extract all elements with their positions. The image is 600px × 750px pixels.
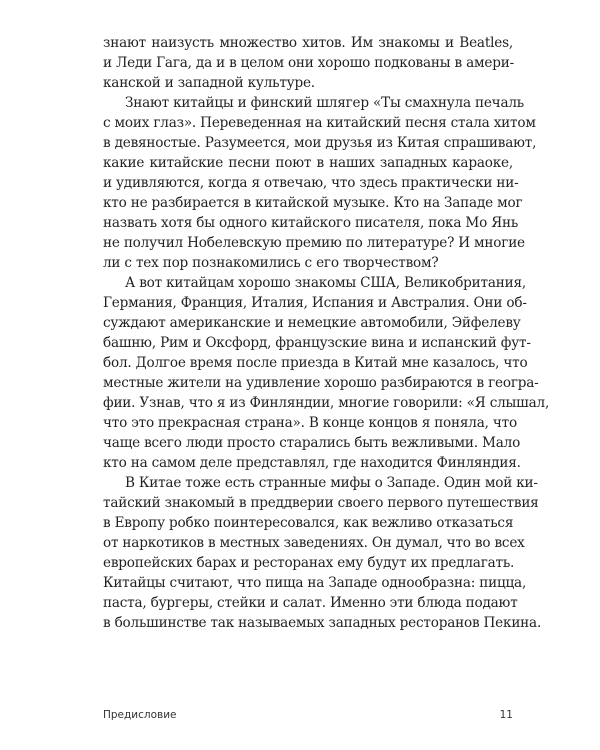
text-line: паста, бургеры, стейки и салат. Именно эти блюда подают xyxy=(103,595,518,611)
text-line: и удивляются, когда я отвечаю, что здесь практически ни- xyxy=(103,175,519,191)
page-footer xyxy=(103,709,513,721)
text-line: в большинстве так называемых западных ресторанов Пекина. xyxy=(103,615,542,631)
text-line: от наркотиков в местных заведениях. Он думал, что во всех xyxy=(103,535,525,551)
paragraph xyxy=(103,33,513,93)
running-section-title: Предисловие xyxy=(103,709,177,721)
text-line: Германия, Франция, Италия, Испания и Австралия. Они об- xyxy=(103,295,527,311)
text-line: фии. Узнав, что я из Финляндии, многие говорили: «Я слышал, xyxy=(103,395,550,411)
text-line: канской и западной культуре. xyxy=(103,75,315,91)
text-line: в девяностые. Разумеется, мои друзья из Китая спрашивают, xyxy=(103,135,537,151)
text-line: Знают китайцы и финский шлягер «Ты смахнула печаль xyxy=(125,95,525,111)
text-line: с моих глаз». Переведенная на китайский песня стала хитом xyxy=(103,115,536,131)
page-number: 11 xyxy=(499,709,513,721)
text-line: европейских барах и ресторанах ему будут их предлагать. xyxy=(103,555,515,571)
text-line: Китайцы считают, что пища на Западе однообразна: пицца, xyxy=(103,575,527,591)
text-line: кто на самом деле представлял, где находится Финляндия. xyxy=(103,455,521,471)
paragraph xyxy=(103,473,542,633)
text-line: А вот китайцам хорошо знакомы США, Великобритания, xyxy=(125,275,526,291)
text-line: не получил Нобелевскую премию по литературе? И многие xyxy=(103,235,525,251)
paragraph xyxy=(103,273,550,473)
text-line: чаще всего люди просто старались быть вежливыми. Мало xyxy=(103,435,521,451)
text-line: ли с тех пор познакомились с его творчеством? xyxy=(103,255,439,271)
text-line: суждают американские и немецкие автомобили, Эйфелеву xyxy=(103,315,521,331)
body-text xyxy=(103,33,550,633)
text-line: в Европу робко поинтересовался, как вежливо отказаться xyxy=(103,515,514,531)
text-line: знают наизусть множество хитов. Им знакомы и Beatles, xyxy=(103,35,513,51)
text-line: башню, Рим и Оксфорд, французские вина и испанский фут- xyxy=(103,335,531,351)
paragraph xyxy=(103,93,537,273)
text-line: тайский знакомый в преддверии своего первого путешествия xyxy=(103,495,539,511)
text-line: какие китайские песни поют в наших западных караоке, xyxy=(103,155,513,171)
text-line: назвать хотя бы одного китайского писателя, пока Мо Янь xyxy=(103,215,519,231)
text-line: кто не разбирается в китайской музыке. Кто на Западе мог xyxy=(103,195,523,211)
text-line: местные жители на удивление хорошо разбираются в геогра- xyxy=(103,375,539,391)
text-line: что это прекрасная страна». В конце концов я поняла, что xyxy=(103,415,517,431)
text-line: бол. Долгое время после приезда в Китай мне казалось, что xyxy=(103,355,528,371)
text-line: В Китае тоже есть странные мифы о Западе. Один мой ки- xyxy=(125,475,538,491)
text-line: и Леди Гага, да и в целом они хорошо подкованы в амери- xyxy=(103,55,514,71)
